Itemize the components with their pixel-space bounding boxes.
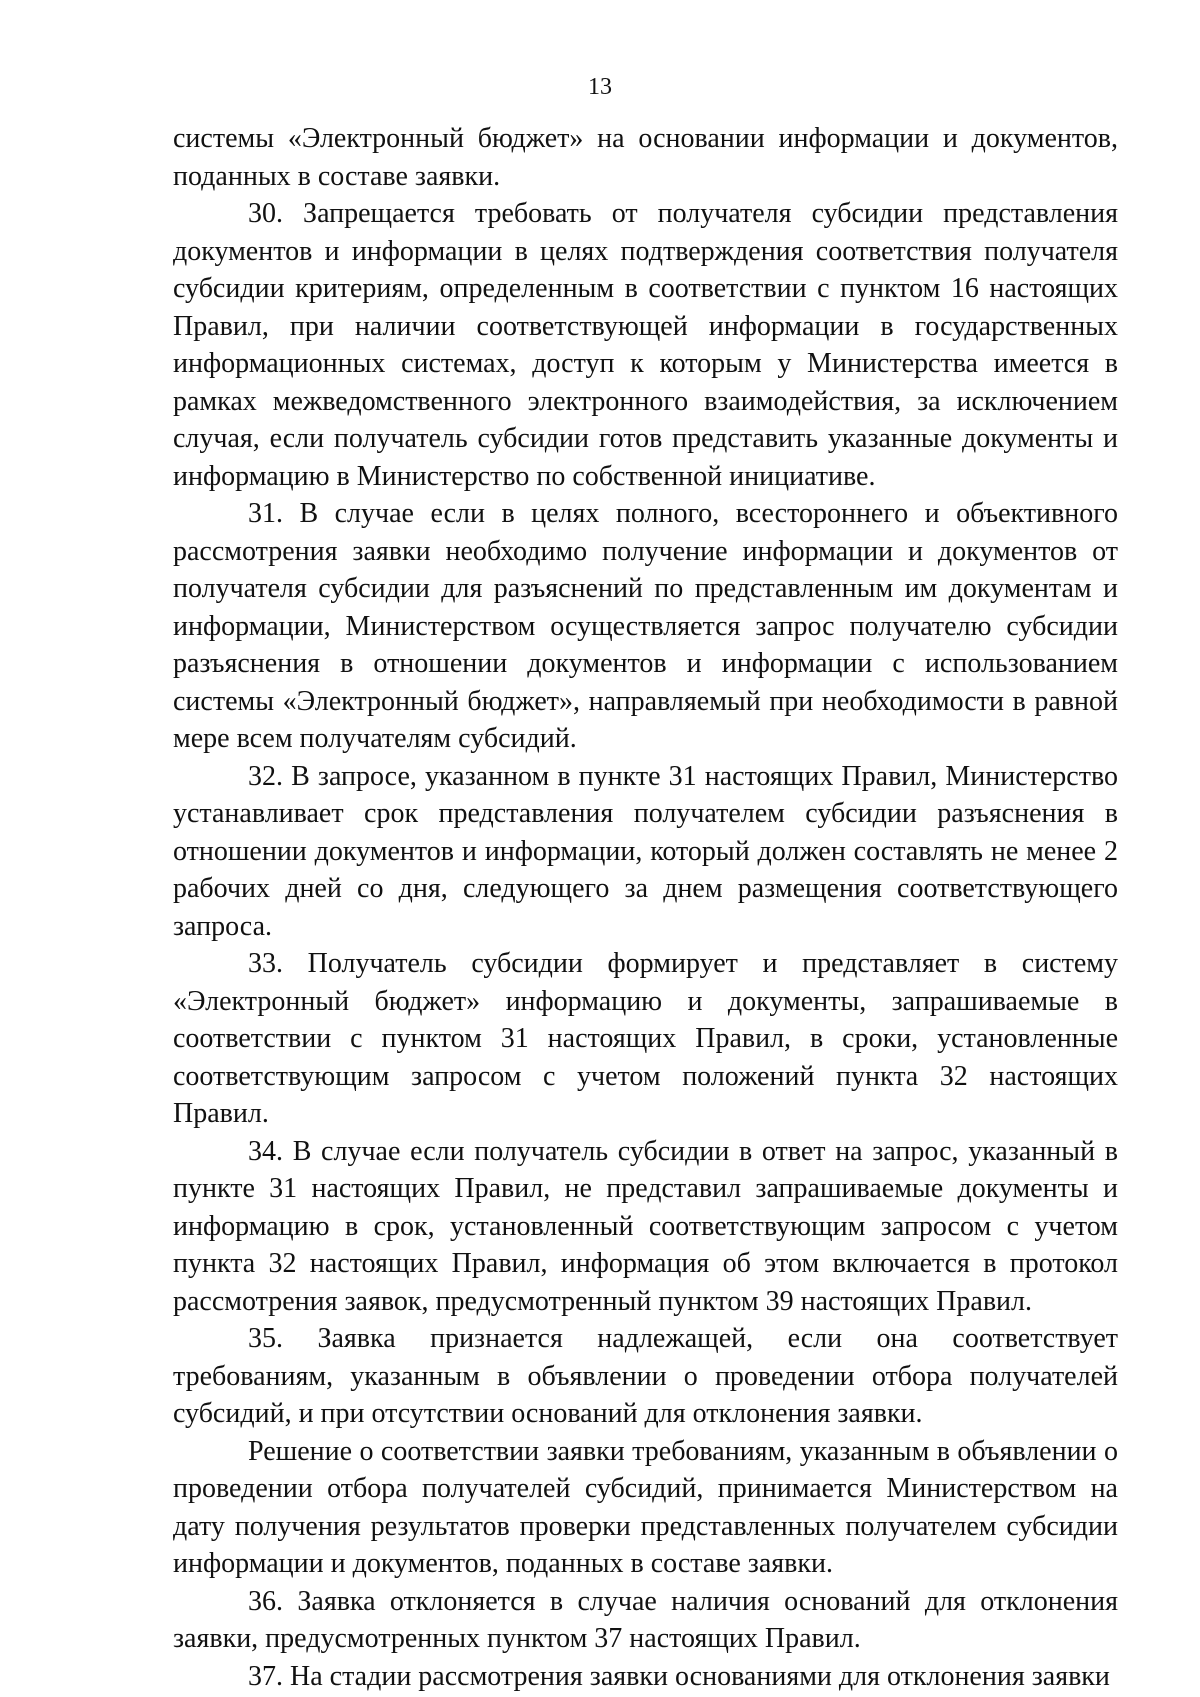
page-number: 13 (588, 74, 612, 100)
paragraph-36: 36. Заявка отклоняется в случае наличия оснований для отклонения заявки, предусмотренных пунктом 37 настоящих Правил. (173, 1585, 1118, 1654)
document-body (173, 120, 1118, 1695)
paragraph-37: 37. На стадии рассмотрения заявки основаниями для отклонения заявки (248, 1660, 1110, 1692)
paragraph-34: 34. В случае если получатель субсидии в ответ на запрос, указанный в пункте 31 настоящих Правил, не представил запрашиваемые документы и информацию в срок, установленный соответствующим запросом с учетом пункта 32 настоящих Правил, информация об этом включается в протокол рассмотрения заявок, предусмотренный пунктом 39 настоящих Правил. (173, 1135, 1118, 1317)
paragraph-35: 35. Заявка признается надлежащей, если она соответствует требованиям, указанным в объявлении о проведении отбора получателей субсидий, и при отсутствии оснований для отклонения заявки. (173, 1323, 1118, 1429)
paragraph-32: 32. В запросе, указанном в пункте 31 настоящих Правил, Министерство устанавливает срок представления получателем субсидии разъяснения в отношении документов и информации, который должен составлять не менее 2 рабочих дней со дня, следующего за днем размещения соответствующего запроса. (173, 760, 1118, 942)
paragraph: системы «Электронный бюджет» на основании информации и документов, поданных в составе заявки. (173, 123, 1118, 192)
paragraph-31: 31. В случае если в целях полного, всестороннего и объективного рассмотрения заявки необходимо получение информации и документов от получателя субсидии для разъяснений по представленным им документам и информации, Министерством осуществляется запрос получателю субсидии разъяснения в отношении документов и информации с использованием системы «Электронный бюджет», направляемый при необходимости в равной мере всем получателям субсидий. (173, 498, 1118, 754)
paragraph-30: 30. Запрещается требовать от получателя субсидии представления документов и информации в целях подтверждения соответствия получателя субсидии критериям, определенным в соответствии с пунктом 16 настоящих Правил, при наличии соответствующей информации в государственных информационных системах, доступ к которым у Министерства имеется в рамках межведомственного электронного взаимодействия, за исключением случая, если получатель субсидии готов представить указанные документы и информацию в Министерство по собственной инициативе. (173, 198, 1118, 492)
paragraph-35-decision: Решение о соответствии заявки требованиям, указанным в объявлении о проведении отбора получателей субсидий, принимается Министерством на дату получения результатов проверки представленных получателем субсидии информации и документов, поданных в составе заявки. (173, 1435, 1118, 1579)
paragraph-33: 33. Получатель субсидии формирует и представляет в систему «Электронный бюджет» информацию и документы, запрашиваемые в соответствии с пунктом 31 настоящих Правил, в сроки, установленные соответствующим запросом с учетом положений пункта 32 настоящих Правил. (173, 948, 1118, 1129)
